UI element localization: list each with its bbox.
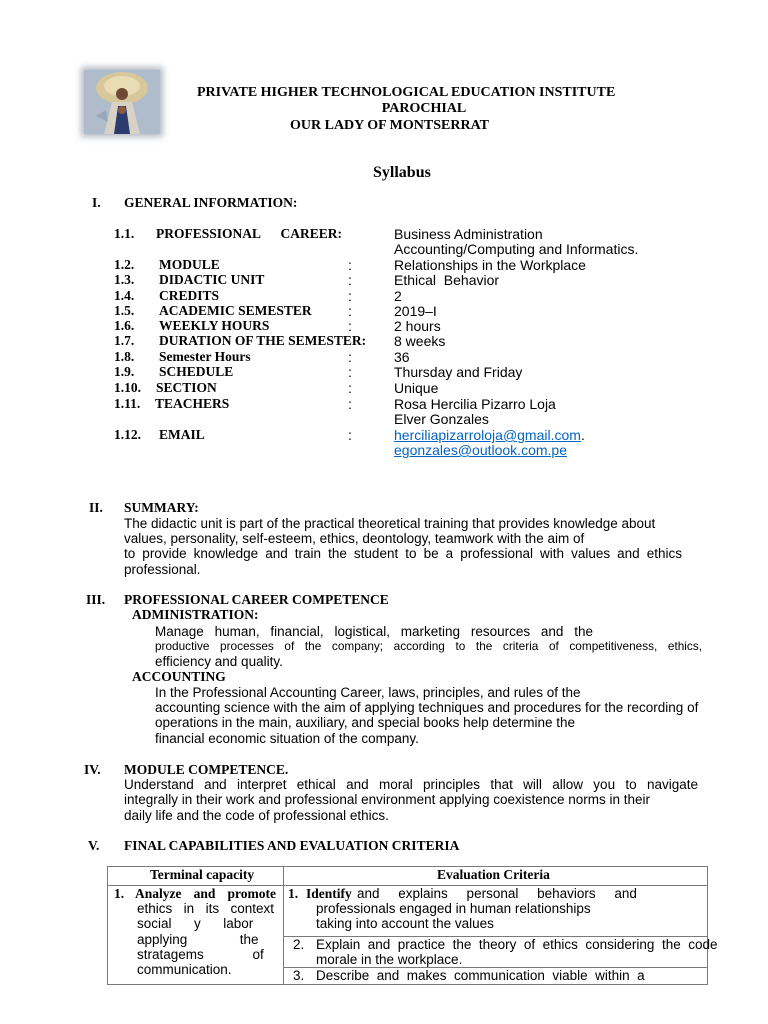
info-label-semester-hours: Semester Hours	[159, 349, 251, 364]
capacity-line: ethics in its context	[137, 901, 274, 916]
section-5-title: FINAL CAPABILITIES AND EVALUATION CRITERIA	[124, 838, 460, 853]
info-num: 1.11.	[114, 396, 141, 411]
info-label-duration: DURATION OF THE SEMESTER:	[159, 333, 367, 348]
section-4-title: MODULE COMPETENCE.	[124, 762, 289, 777]
accounting-title: ACCOUNTING	[132, 669, 226, 684]
info-value-teacher-1: Rosa Hercilia Pizarro Loja	[394, 396, 556, 412]
info-value-career: Business Administration	[394, 226, 543, 242]
criteria-line: morale in the workplace.	[316, 952, 463, 967]
criteria-number: 2.	[293, 937, 305, 952]
info-value-module: Relationships in the Workplace	[394, 257, 586, 273]
institute-name-line2: PAROCHIAL	[381, 101, 467, 116]
criteria-number: 1.	[288, 886, 299, 901]
info-colon: :	[348, 427, 352, 443]
info-num: 1.8.	[114, 349, 135, 364]
section-2-number: II.	[89, 500, 103, 515]
info-value-email-1-wrap	[394, 427, 585, 443]
section-5-number: V.	[88, 838, 100, 853]
info-num: 1.4.	[114, 288, 135, 303]
module-competence-line: integrally in their work and professional environment applying coexistence norms in their	[124, 792, 651, 807]
module-competence-line: daily life and the code of professional ethics.	[124, 808, 389, 823]
document-title: Syllabus	[373, 164, 431, 181]
info-value-credits: 2	[394, 288, 402, 304]
criteria-number: 3.	[293, 968, 305, 983]
info-colon: :	[348, 364, 352, 380]
criteria-text: and explains personal behaviors and	[357, 886, 637, 901]
capacity-line: communication.	[137, 962, 232, 977]
info-num: 1.6.	[114, 318, 135, 333]
section-4-number: IV.	[84, 762, 101, 777]
table-header-terminal-capacity: Terminal capacity	[150, 867, 255, 882]
info-label-career: PROFESSIONAL CAREER:	[156, 226, 343, 241]
accounting-line: accounting science with the aim of applying techniques and procedures for the recording of	[155, 700, 699, 715]
administration-title: ADMINISTRATION:	[132, 607, 259, 622]
info-colon: :	[348, 349, 352, 365]
administration-line: productive processes of the company; according to the criteria of competitiveness, ethics,	[155, 639, 702, 653]
info-label-section: SECTION	[156, 380, 217, 395]
info-label-academic-semester: ACADEMIC SEMESTER	[159, 303, 312, 318]
info-label-schedule: SCHEDULE	[159, 364, 234, 379]
institute-name-line1: PRIVATE HIGHER TECHNOLOGICAL EDUCATION INSTITUTE	[197, 85, 616, 100]
info-value-weekly-hours: 2 hours	[394, 318, 441, 334]
capacity-number: 1.	[114, 886, 125, 901]
info-num: 1.5.	[114, 303, 135, 318]
info-num: 1.3.	[114, 272, 135, 287]
summary-line: to provide knowledge and train the student to be a professional with values and ethics	[124, 546, 682, 561]
email-suffix: .	[580, 427, 585, 443]
info-label-credits: CREDITS	[159, 288, 220, 303]
info-colon: :	[348, 396, 352, 412]
accounting-line: financial economic situation of the company.	[155, 731, 419, 746]
section-3-title: PROFESSIONAL CAREER COMPETENCE	[124, 592, 389, 607]
info-value-career-2: Accounting/Computing and Informatics.	[394, 241, 639, 257]
criteria-bold: Identify	[306, 886, 352, 901]
section-1-number: I.	[92, 195, 101, 210]
module-competence-line: Understand and interpret ethical and moral principles that will allow you to navigate	[124, 777, 698, 792]
info-label-didactic-unit: DIDACTIC UNIT	[159, 272, 265, 287]
info-value-schedule: Thursday and Friday	[394, 364, 523, 380]
info-value-email-2-wrap	[394, 442, 567, 458]
table-header-evaluation-criteria: Evaluation Criteria	[437, 867, 550, 882]
email-link-1[interactable]: herciliapizarroloja@gmail.com	[394, 427, 581, 443]
info-colon: :	[348, 288, 352, 304]
capacity-line: applying the	[137, 932, 259, 947]
summary-line: The didactic unit is part of the practical theoretical training that provides knowledge about	[124, 516, 656, 531]
info-label-email: EMAIL	[159, 427, 205, 442]
info-colon: :	[348, 318, 352, 334]
info-colon: :	[348, 380, 352, 396]
info-value-teacher-2: Elver Gonzales	[394, 411, 489, 427]
info-label-module: MODULE	[159, 257, 220, 272]
info-num: 1.9.	[114, 364, 135, 379]
email-link-2[interactable]: egonzales@outlook.com.pe	[394, 442, 567, 458]
criteria-text: Describe and makes communication viable within a	[316, 968, 645, 983]
info-num: 1.12.	[114, 427, 141, 442]
info-colon: :	[348, 257, 352, 273]
info-value-semester-hours: 36	[394, 349, 410, 365]
criteria-line: professionals engaged in human relationships	[316, 901, 591, 916]
capacity-bold: Analyze and promote	[135, 886, 276, 901]
info-value-didactic-unit: Ethical Behavior	[394, 272, 500, 288]
capacity-line: stratagems of	[137, 947, 264, 962]
info-value-duration: 8 weeks	[394, 333, 446, 349]
accounting-heading	[132, 669, 226, 685]
info-colon: :	[348, 272, 352, 288]
info-num: 1.10.	[114, 380, 141, 395]
summary-line: values, personality, self-esteem, ethics, deontology, teamwork with the aim of	[124, 531, 585, 546]
section-1-title: GENERAL INFORMATION:	[124, 195, 298, 210]
info-value-academic-semester: 2019–I	[394, 303, 437, 319]
section-3-number: III.	[86, 592, 106, 607]
institute-name-line3: OUR LADY OF MONTSERRAT	[290, 118, 489, 133]
info-num: 1.2.	[114, 257, 135, 272]
info-value-section: Unique	[394, 380, 439, 396]
info-num: 1.1.	[114, 226, 135, 241]
info-label-weekly-hours: WEEKLY HOURS	[159, 318, 270, 333]
summary-line: professional.	[124, 562, 201, 577]
administration-line: Manage human, financial, logistical, marketing resources and the	[155, 624, 593, 639]
info-colon: :	[348, 303, 352, 319]
capacity-line: social y labor	[137, 916, 254, 931]
info-num: 1.7.	[114, 333, 135, 348]
administration-heading	[132, 607, 259, 623]
criteria-line: taking into account the values	[316, 916, 494, 931]
accounting-line: In the Professional Accounting Career, laws, principles, and rules of the	[155, 685, 581, 700]
section-2-title: SUMMARY:	[124, 500, 199, 515]
accounting-line: operations in the main, auxiliary, and special books help determine the	[155, 715, 575, 730]
criteria-text: Explain and practice the theory of ethics considering the code	[316, 937, 718, 952]
administration-line: efficiency and quality.	[155, 654, 283, 669]
info-label-teachers: TEACHERS	[155, 396, 230, 411]
